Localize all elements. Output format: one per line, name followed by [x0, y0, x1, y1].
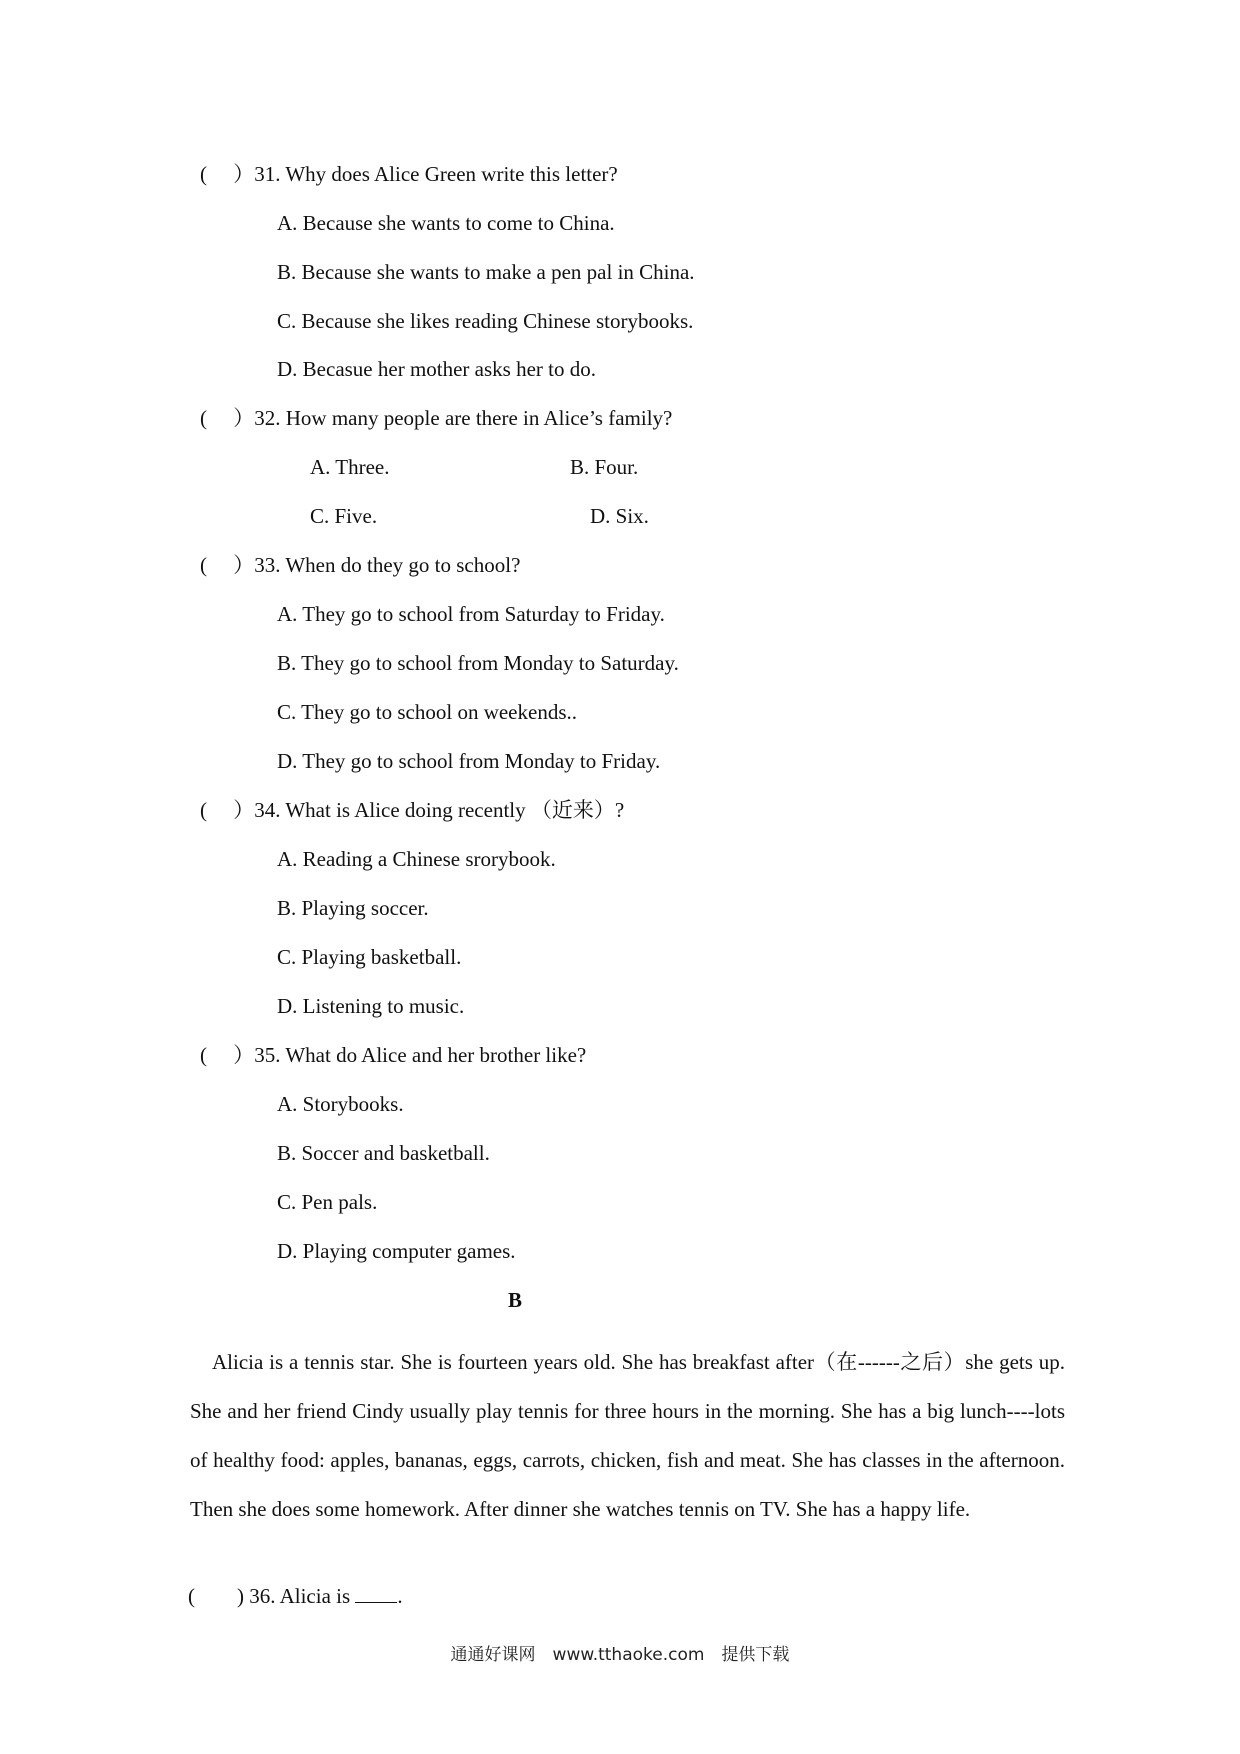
question-34-stem: ( ）34. What is Alice doing recently （近来）? [200, 798, 625, 822]
question-31-option-b: B. Because she wants to make a pen pal in China. [277, 260, 695, 284]
question-32-option-d: D. Six. [590, 504, 649, 528]
question-34-option-c: C. Playing basketball. [277, 945, 462, 969]
question-33-stem: ( ）33. When do they go to school? [200, 553, 521, 577]
question-33-option-d: D. They go to school from Monday to Friday. [277, 749, 661, 773]
question-34-option-b: B. Playing soccer. [277, 896, 429, 920]
question-33-option-c: C. They go to school on weekends.. [277, 700, 577, 724]
question-32-stem: ( ）32. How many people are there in Alice’s family? [200, 406, 673, 430]
question-32-option-b: B. Four. [570, 455, 639, 479]
reading-passage: Alicia is a tennis star. She is fourteen years old. She has breakfast after（在------之后）she gets up. She and her friend Cindy usually play tennis for three hours in the morning. She has a big lunch----lots of healthy food: apples, bananas, eggs, carrots, chicken, fish and meat. She has classes in the afternoon. Then she does some homework. After dinner she watches tennis on TV. She has a happy life. [190, 1350, 1065, 1521]
footer-watermark: 通通好课网 www.tthaoke.com 提供下载 [450, 1645, 790, 1665]
question-33-option-a: A. They go to school from Saturday to Friday. [277, 602, 665, 626]
question-31-option-c: C. Because she likes reading Chinese storybooks. [277, 309, 694, 333]
question-32-option-c: C. Five. [310, 504, 378, 528]
question-36-text: ( ) 36. Alicia is [188, 1584, 351, 1608]
question-34-option-d: D. Listening to music. [277, 994, 465, 1018]
question-35-stem: ( ）35. What do Alice and her brother like? [200, 1043, 587, 1067]
question-36-period: . [397, 1584, 403, 1608]
question-35-option-a: A. Storybooks. [277, 1092, 404, 1116]
question-31-option-d: D. Becasue her mother asks her to do. [277, 357, 596, 381]
question-31-option-a: A. Because she wants to come to China. [277, 211, 615, 235]
question-34-option-a: A. Reading a Chinese srorybook. [277, 847, 556, 871]
question-31-stem: ( ）31. Why does Alice Green write this letter? [200, 162, 618, 186]
question-35-option-b: B. Soccer and basketball. [277, 1141, 490, 1165]
question-36-stem [188, 1584, 403, 1607]
question-35-option-d: D. Playing computer games. [277, 1239, 516, 1263]
question-35-option-c: C. Pen pals. [277, 1190, 378, 1214]
section-heading: B [508, 1288, 523, 1312]
answer-blank [355, 1584, 397, 1603]
question-32-option-a: A. Three. [310, 455, 390, 479]
question-33-option-b: B. They go to school from Monday to Saturday. [277, 651, 679, 675]
